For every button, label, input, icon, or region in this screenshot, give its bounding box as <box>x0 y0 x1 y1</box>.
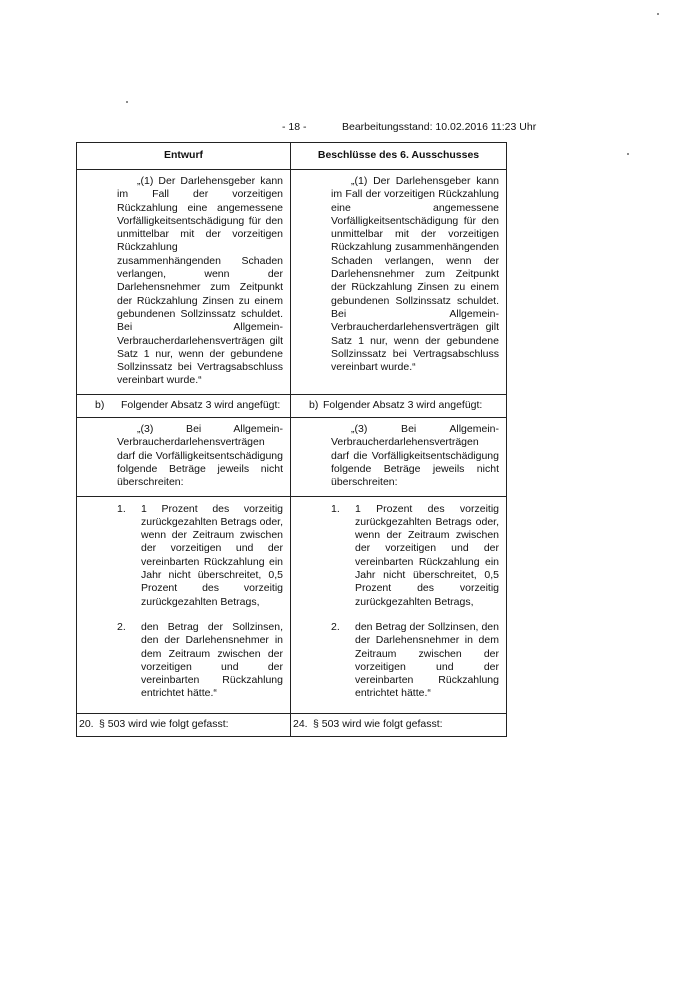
left-cell <box>77 418 291 496</box>
item-number: 1. <box>331 502 340 515</box>
amendment-b <box>83 399 284 412</box>
quote-paragraph <box>117 175 283 388</box>
item-text: 1 Prozent des vorzeitig zurückgezahlten Betrags oder, wenn der Zeitraum zwischen der vorzeitigen und der vereinbarten Rückzahlung ein Jahr nicht überschreitet, 0,5 Prozent des vorzeitig zurückgezahlten Betrags, <box>141 502 283 608</box>
amendment-text: Folgender Absatz 3 wird angefügt: <box>121 398 281 411</box>
table-row <box>77 418 507 496</box>
numbered-item-2 <box>331 621 499 701</box>
amendment-label: b) <box>95 398 105 411</box>
scan-speck <box>126 101 128 103</box>
paragraph-3 <box>117 423 283 489</box>
numbered-item-1 <box>117 503 283 609</box>
amendment-text: Folgender Absatz 3 wird angefügt: <box>323 398 483 411</box>
synopsis-table <box>76 142 507 737</box>
column-header-beschluesse: Beschlüsse des 6. Ausschusses <box>291 143 507 170</box>
table-header-row <box>77 143 507 170</box>
page-header <box>0 121 700 135</box>
right-cell <box>291 394 507 417</box>
section-heading <box>293 718 500 731</box>
paragraph-3 <box>331 423 499 489</box>
item-number: 2. <box>117 620 126 633</box>
paragraph-3-text: „(3) Bei Allgemein-Verbraucherdarlehensverträgen darf die Vorfälligkeitsentschädigung folgende Beträge jeweils nicht überschreiten: <box>117 423 283 489</box>
numbered-item-1 <box>331 503 499 609</box>
numbered-item-2 <box>117 621 283 701</box>
right-cell <box>291 170 507 395</box>
table-row <box>77 170 507 395</box>
item-text: den Betrag der Sollzinsen, den der Darlehensnehmer in dem Zeitraum zwischen der vorzeitigen und der vereinbarten Rückzahlung entrichtet hätte.“ <box>141 620 283 700</box>
section-text: § 503 wird wie folgt gefasst: <box>99 717 229 730</box>
right-cell <box>291 496 507 713</box>
item-number: 1. <box>117 502 126 515</box>
paragraph-3-text: „(3) Bei Allgemein-Verbraucherdarlehensverträgen darf die Vorfälligkeitsentschädigung folgende Beträge jeweils nicht überschreiten: <box>331 423 499 489</box>
quote-paragraph-text: „(1) Der Darlehensgeber kann im Fall der vorzeitigen Rückzahlung eine angemessene Vorfälligkeitsentschädigung für den unmittelbar mit der vorzeitigen Rückzahlung zusammenhängenden Schaden verlangen, wenn der Darlehensnehmer zum Zeitpunkt der Rückzahlung Zinsen zu einem gebundenen Sollzinssatz schuldet. Bei Allgemein-Verbraucherdarlehensverträgen gilt Satz 1 nur, wenn der gebundene Sollzinssatz bei Vertragsabschluss vereinbart wurde.“ <box>117 175 283 387</box>
table-row <box>77 713 507 736</box>
amendment-label: b) <box>309 398 319 411</box>
revision-status: Bearbeitungsstand: 10.02.2016 11:23 Uhr <box>342 121 537 133</box>
table-row <box>77 496 507 713</box>
section-text: § 503 wird wie folgt gefasst: <box>313 717 443 730</box>
left-cell <box>77 713 291 736</box>
left-cell <box>77 496 291 713</box>
item-text: den Betrag der Sollzinsen, den der Darlehensnehmer in dem Zeitraum zwischen der vorzeitigen und der vereinbarten Rückzahlung entrichtet hätte.“ <box>355 620 499 700</box>
page-number: - 18 - <box>282 121 307 133</box>
section-number: 24. <box>293 717 308 730</box>
item-number: 2. <box>331 620 340 633</box>
right-cell <box>291 713 507 736</box>
scan-speck <box>627 153 629 155</box>
table-row <box>77 394 507 417</box>
quote-paragraph <box>331 175 499 374</box>
column-header-entwurf: Entwurf <box>77 143 291 170</box>
left-cell <box>77 170 291 395</box>
right-cell <box>291 418 507 496</box>
quote-paragraph-text: „(1) Der Darlehensgeber kann im Fall der vorzeitigen Rückzahlung eine angemessene Vorfälligkeitsentschädigung für den unmittelbar mit der vorzeitigen Rückzahlung zusammenhängenden Schaden verlangen, wenn der Darlehensnehmer zum Zeitpunkt der Rückzahlung Zinsen zu einem gebundenen Sollzinssatz schuldet. Bei Allgemein-Verbraucherdarlehensverträgen gilt Satz 1 nur, wenn der gebundene Sollzinssatz bei Vertragsabschluss vereinbart wurde.“ <box>331 175 499 374</box>
section-number: 20. <box>79 717 94 730</box>
amendment-b <box>297 399 500 412</box>
item-text: 1 Prozent des vorzeitig zurückgezahlten Betrags oder, wenn der Zeitraum zwischen der vorzeitigen und der vereinbarten Rückzahlung ein Jahr nicht überschreitet, 0,5 Prozent des vorzeitig zurückgezahlten Betrags, <box>355 502 499 608</box>
section-heading <box>79 718 284 731</box>
left-cell <box>77 394 291 417</box>
scan-speck <box>657 13 659 15</box>
